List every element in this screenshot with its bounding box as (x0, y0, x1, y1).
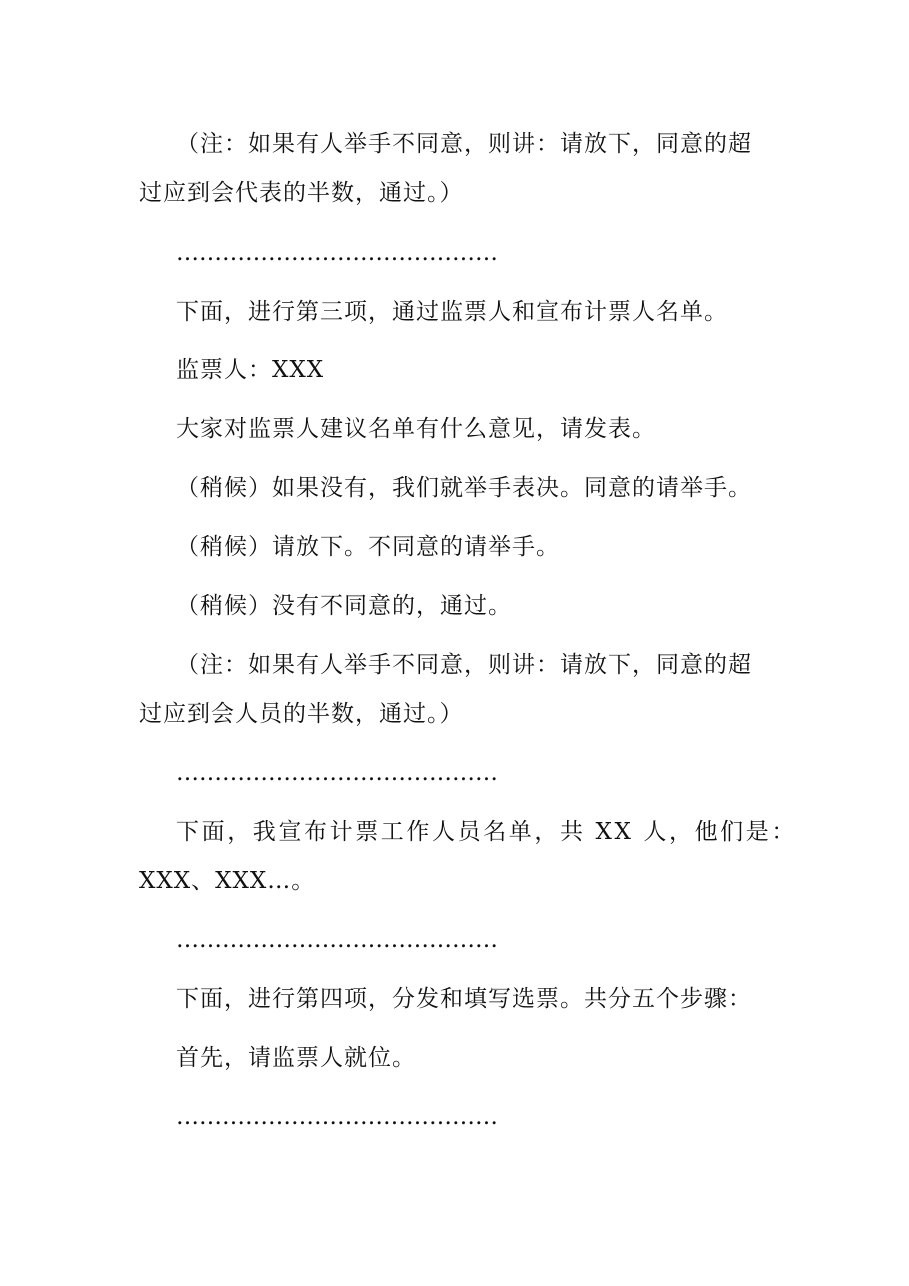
ellipsis-separator: …………………………………… (176, 1104, 498, 1130)
item-four-heading: 下面，进行第四项，分发和填写选票。共分五个步骤： (176, 986, 752, 1012)
item-three-heading: 下面，进行第三项，通过监票人和宣布计票人名单。 (176, 299, 728, 325)
note-line-2-cont: 过应到会人员的半数，通过。） (139, 701, 464, 727)
scrutineer-line: 监票人：XXX (176, 357, 325, 383)
note-line-1: （注：如果有人举手不同意，则讲：请放下，同意的超 (176, 131, 752, 157)
note-line-2: （注：如果有人举手不同意，则讲：请放下，同意的超 (176, 652, 752, 678)
counter-names-line: XXX、XXX…。 (139, 868, 316, 894)
ellipsis-separator: …………………………………… (176, 927, 498, 953)
first-step-line: 首先，请监票人就位。 (176, 1045, 416, 1071)
vote-passed-line: （稍候）没有不同意的，通过。 (176, 593, 512, 619)
ellipsis-separator: …………………………………… (176, 240, 498, 266)
vote-raise-hands-line: （稍候）如果没有，我们就举手表决。同意的请举手。 (176, 475, 752, 501)
note-line-1-cont: 过应到会代表的半数，通过。） (139, 180, 464, 206)
counter-list-line: 下面，我宣布计票工作人员名单，共 XX 人，他们是： (176, 819, 797, 845)
ellipsis-separator: …………………………………… (176, 760, 498, 786)
opinion-request-line: 大家对监票人建议名单有什么意见，请发表。 (176, 416, 656, 442)
vote-disagree-line: （稍候）请放下。不同意的请举手。 (176, 534, 560, 560)
